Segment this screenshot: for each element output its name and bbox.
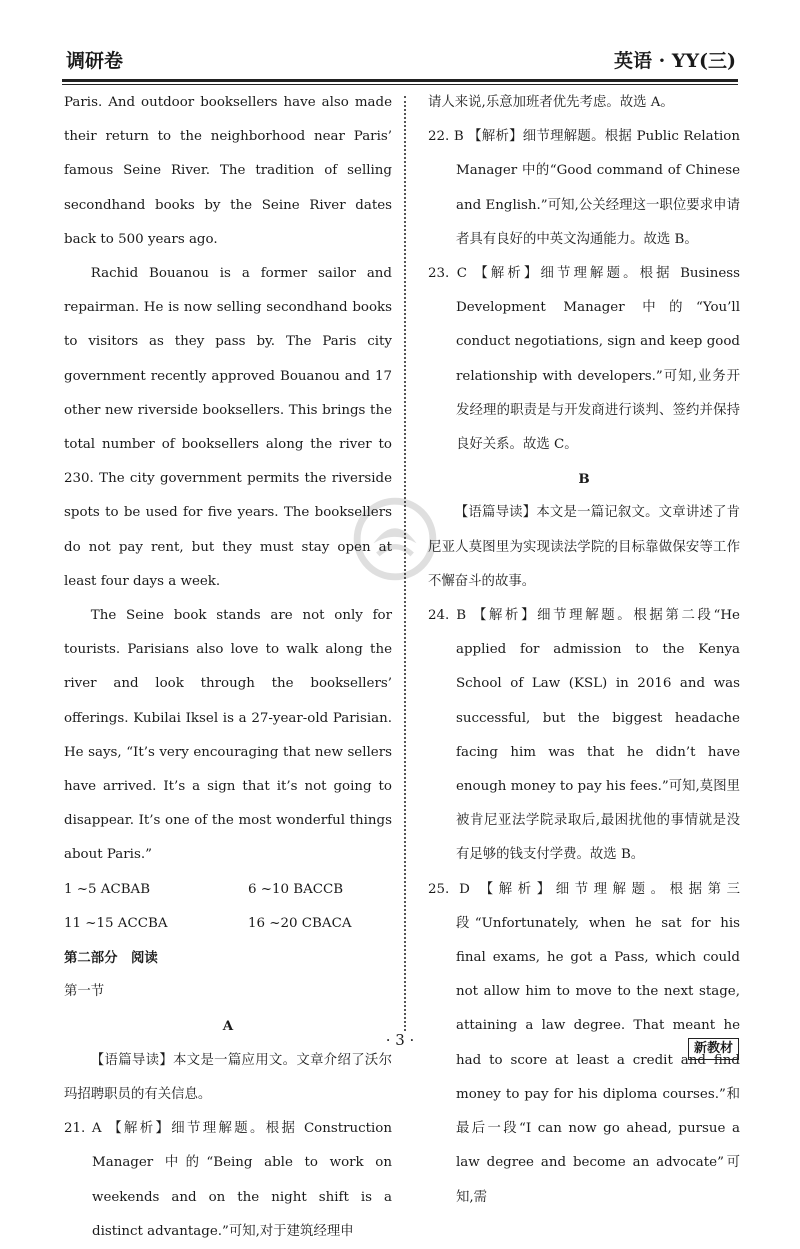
- answer-key: 11 ~15 ACCBA: [64, 915, 168, 931]
- page-number: · 3 ·: [385, 1031, 415, 1049]
- header-left-title: 调研卷: [66, 50, 124, 72]
- left-column: [64, 86, 392, 1249]
- answer-key: 1 ~5 ACBAB: [64, 881, 151, 897]
- answer-explanation: 23. C 【解析】细节理解题。根据 Business Development Manager 中的“You’ll conduct negotiations, sign and keep good relationship with developers.”可知,业务开发经理的职责是与开发商进行谈判、签约并保持良好关系。故选 C。: [428, 266, 740, 453]
- passage-heading-b: B: [578, 471, 590, 488]
- header-rule-thick: [62, 79, 738, 82]
- answer-key: 16 ~20 CBACA: [248, 915, 352, 931]
- passage-paragraph: The Seine book stands are not only for tourists. Parisians also love to walk along the river and look through the booksellers’ offerings. Kubilai Iksel is a 27-year-old Parisian. He says, “It’s very encouraging that new sellers have arrived. It’s a sign that it’s not going to disappear. It’s one of the most wonderful things about Paris.”: [64, 608, 392, 863]
- answer-explanation: 22. B 【解析】细节理解题。根据 Public Relation Manager 中的“Good command of Chinese and English.”可知,公关经理这一职位要求申请者具有良好的中英文沟通能力。故选 B。: [428, 129, 740, 247]
- passage-paragraph: Paris. And outdoor booksellers have also made their return to the neighborhood near Paris’ famous Seine River. The tradition of selling secondhand books by the Seine River dates back to 500 years ago.: [64, 95, 392, 247]
- edition-badge: 新教材: [688, 1038, 739, 1060]
- header-rule-thin: [62, 84, 738, 85]
- section-heading: 第一节: [64, 984, 105, 1000]
- part-heading: 第二部分 阅读: [64, 950, 158, 967]
- answer-explanation: 21. A 【解析】细节理解题。根据 Construction Manager 中的“Being able to work on weekends and on the night shift is a distinct advantage.”可知,对于建筑经理申: [64, 1121, 392, 1239]
- answer-row: [64, 873, 392, 907]
- passage-intro: 【语篇导读】本文是一篇记叙文。文章讲述了肯尼亚人莫图里为实现读法学院的目标靠做保安等工作不懈奋斗的故事。: [428, 505, 740, 589]
- answer-explanation-continued: 请人来说,乐意加班者优先考虑。故选 A。: [428, 95, 674, 110]
- answer-explanation: 24. B 【解析】细节理解题。根据第二段“He applied for admission to the Kenya School of Law (KSL) in 2016 and was successful, but the biggest headache facing him was that he didn’t have enough money to pay his fees.”可知,莫图里被肯尼亚法学院录取后,最困扰他的事情就是没有足够的钱支付学费。故选 B。: [428, 608, 740, 863]
- passage-intro: 【语篇导读】本文是一篇应用文。文章介绍了沃尔玛招聘职员的有关信息。: [64, 1052, 392, 1102]
- passage-paragraph: Rachid Bouanou is a former sailor and repairman. He is now selling secondhand books to visitors as they pass by. The Paris city government recently approved Bouanou and 17 other new riverside booksellers. This brings the total number of booksellers along the river to 230. The city government permits the riverside spots to be used for five years. The booksellers do not pay rent, but they must stay open at least four days a week.: [64, 266, 392, 589]
- answer-key: 6 ~10 BACCB: [248, 881, 344, 897]
- answer-explanation: 25. D 【解析】细节理解题。根据第三段“Unfortunately, when he sat for his final exams, he got a Pass, which could not allow him to move to the next stage, attaining a law degree. That meant he had to score at least a credit and find money to pay for his diploma courses.”和最后一段“I can now go ahead, pursue a law degree and become an advocate”可知,需: [428, 881, 740, 1205]
- answer-row: [64, 907, 392, 941]
- passage-heading-a: A: [222, 1018, 234, 1035]
- header-right-title: 英语 · YY(三): [614, 50, 736, 72]
